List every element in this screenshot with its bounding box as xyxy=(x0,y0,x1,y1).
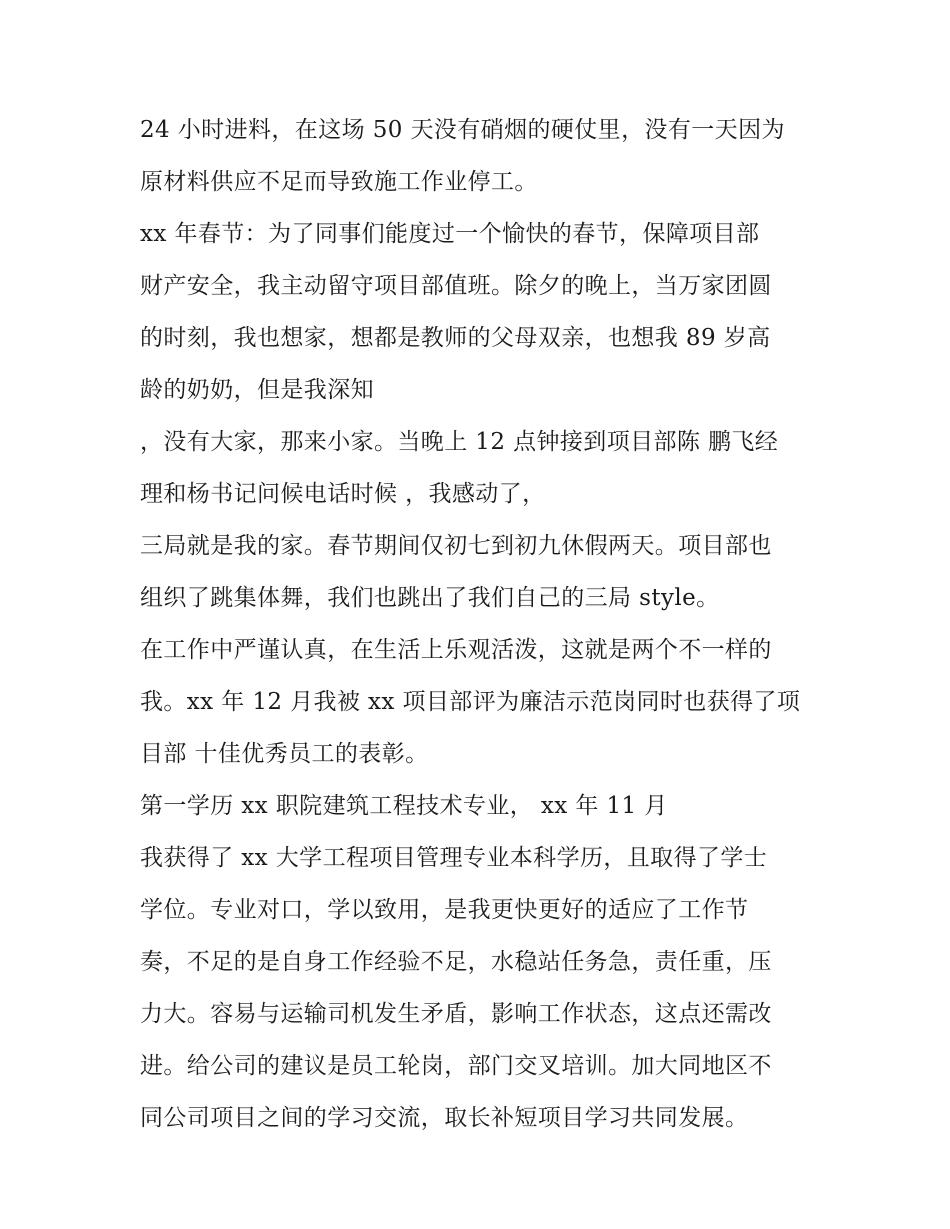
text-line: 的时刻，我也想家，想都是教师的父母双亲，也想我 89 岁高 xyxy=(140,325,771,351)
text-line: xx 年春节：为了同事们能度过一个愉快的春节，保障项目部 xyxy=(140,221,760,247)
text-line: 组织了跳集体舞，我们也跳出了我们自己的三局 style。 xyxy=(140,585,720,611)
text-line: 三局就是我的家。春节期间仅初七到初九休假两天。项目部也 xyxy=(140,533,772,559)
text-line: 在工作中严谨认真，在生活上乐观活泼，这就是两个不一样的 xyxy=(140,637,772,663)
text-line: 原材料供应不足而导致施工作业停工。 xyxy=(140,169,538,195)
text-line: 龄的奶奶，但是我深知 xyxy=(140,377,374,403)
text-line: 力大。容易与运输司机发生矛盾，影响工作状态，这点还需改 xyxy=(140,1001,772,1027)
text-line: 目部 十佳优秀员工的表彰。 xyxy=(140,741,429,767)
text-line: 第一学历 xx 职院建筑工程技术专业， xx 年 11 月 xyxy=(140,793,668,819)
text-line: 奏，不足的是自身工作经验不足，水稳站任务急，责任重，压 xyxy=(140,949,772,975)
text-line: 学位。专业对口，学以致用，是我更快更好的适应了工作节 xyxy=(140,897,749,923)
text-line: 同公司项目之间的学习交流，取长补短项目学习共同发展。 xyxy=(140,1105,749,1131)
text-line: 我获得了 xx 大学工程项目管理专业本科学历，且取得了学士 xyxy=(140,845,768,871)
text-line: ，没有大家，那来小家。当晚上 12 点钟接到项目部陈 鹏飞经 xyxy=(140,429,779,455)
text-line: 我。xx 年 12 月我被 xx 项目部评为廉洁示范岗同时也获得了项 xyxy=(140,689,801,715)
body-text xyxy=(140,104,840,1144)
text-line: 24 小时进料，在这场 50 天没有硝烟的硬仗里，没有一天因为 xyxy=(140,117,785,143)
text-line: 财产安全，我主动留守项目部值班。除夕的晚上，当万家团圆 xyxy=(140,273,772,299)
text-line: 理和杨书记问候电话时候 ，我感动了， xyxy=(140,481,546,507)
text-line: 进。给公司的建议是员工轮岗，部门交叉培训。加大同地区不 xyxy=(140,1053,772,1079)
